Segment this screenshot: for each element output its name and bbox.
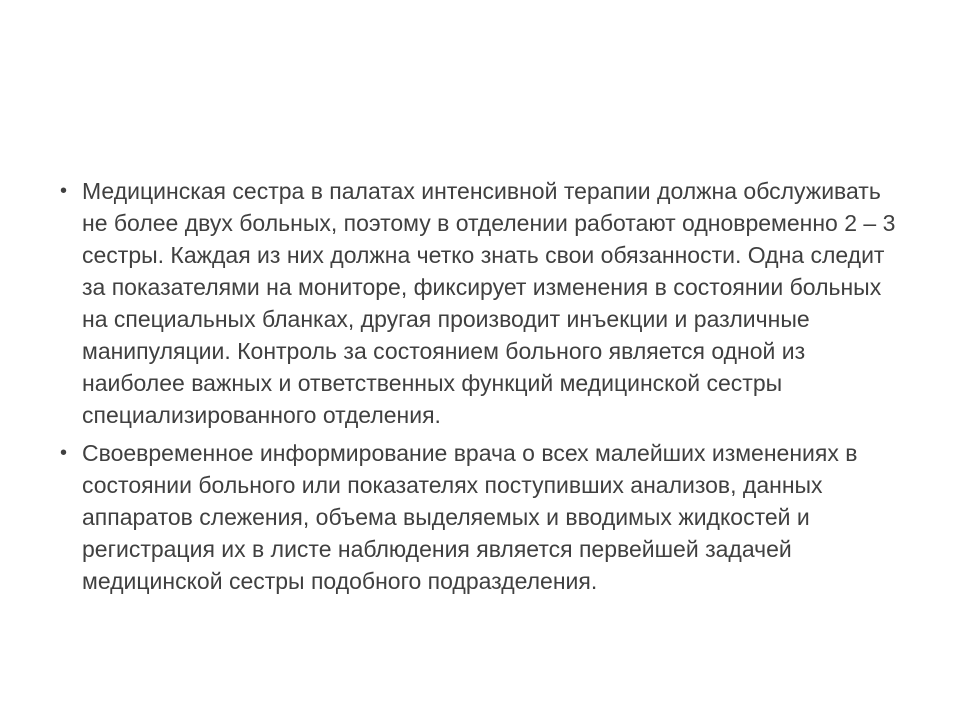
bullet-list <box>60 175 910 597</box>
bullet-dot-icon: • <box>60 442 68 464</box>
bullet-item-1 <box>60 175 910 431</box>
bullet-dot-icon: • <box>60 180 68 202</box>
bullet-text-2: Своевременное информирование врача о всех малейших изменениях в состоянии больного или показателях поступивших анализов, данных аппаратов слежения, объема выделяемых и вводимых жидкостей и регистрация их в листе наблюдения является первейшей задачей медицинской сестры подобного подразделения. <box>82 440 858 594</box>
bullet-item-2 <box>60 437 910 597</box>
bullet-text-1: Медицинская сестра в палатах интенсивной терапии должна обслуживать не более двух больных, поэтому в отделении работают одновременно 2 – 3 сестры. Каждая из них должна четко знать свои обязанности. Одна следит за показателями на мониторе, фиксирует изменения в состоянии больных на специальных бланках, другая производит инъекции и различные манипуляции. Контроль за состоянием больного является одной из наиболее важных и ответственных функций медицинской сестры специализированного отделения. <box>82 178 896 428</box>
slide-body <box>60 175 910 603</box>
